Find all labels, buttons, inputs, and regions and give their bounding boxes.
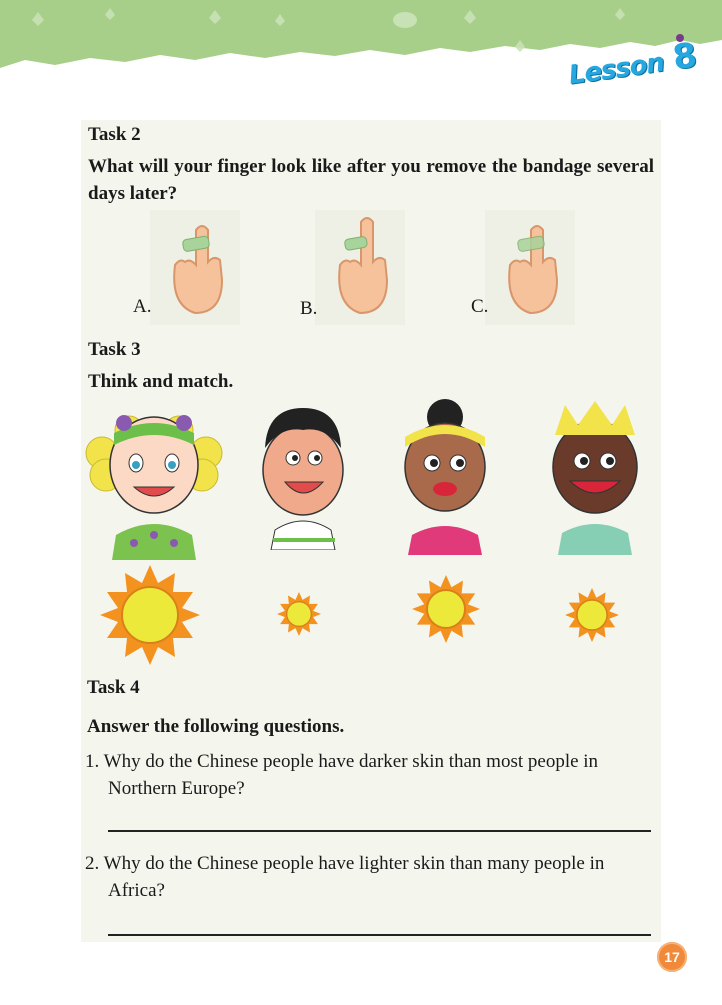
answer-line-2[interactable] bbox=[108, 934, 651, 936]
option-c-label: C. bbox=[471, 296, 489, 317]
girl-blond-face-image bbox=[84, 405, 224, 560]
task4-title: Task 4 bbox=[87, 677, 140, 698]
question-2-line-2: Africa? bbox=[108, 880, 165, 901]
finger-bandage-image-a bbox=[150, 210, 240, 325]
task3-title: Task 3 bbox=[88, 339, 141, 360]
question-1-line-1: 1. Why do the Chinese people have darker skin than most people in bbox=[85, 751, 599, 772]
question-1-line-2: Northern Europe? bbox=[108, 778, 245, 799]
finger-bandage-image-c bbox=[485, 210, 575, 325]
sun-small-icon bbox=[277, 592, 321, 636]
sun-large-icon bbox=[100, 565, 200, 665]
boy-curly-face-image bbox=[255, 400, 350, 550]
lesson-number: 8 bbox=[670, 35, 700, 79]
task3-instruction: Think and match. bbox=[88, 371, 234, 392]
lesson-word: Lesson bbox=[566, 47, 666, 91]
option-b-label: B. bbox=[300, 298, 318, 319]
answer-line-1[interactable] bbox=[108, 830, 651, 832]
finger-bandage-image-b bbox=[315, 210, 405, 325]
task2-title: Task 2 bbox=[88, 124, 141, 145]
option-a-label: A. bbox=[133, 296, 152, 317]
sun-medium-icon bbox=[412, 575, 480, 643]
boy-dark-face-image bbox=[540, 395, 650, 555]
girl-brown-face-image bbox=[390, 395, 500, 555]
sun-medium-small-icon bbox=[565, 588, 619, 642]
task4-instruction: Answer the following questions. bbox=[87, 716, 345, 737]
question-2-line-1: 2. Why do the Chinese people have lighter skin than many people in bbox=[85, 853, 605, 874]
page-number-badge: 17 bbox=[657, 942, 687, 972]
task2-question: What will your finger look like after you remove the bandage several days later? bbox=[88, 156, 654, 204]
